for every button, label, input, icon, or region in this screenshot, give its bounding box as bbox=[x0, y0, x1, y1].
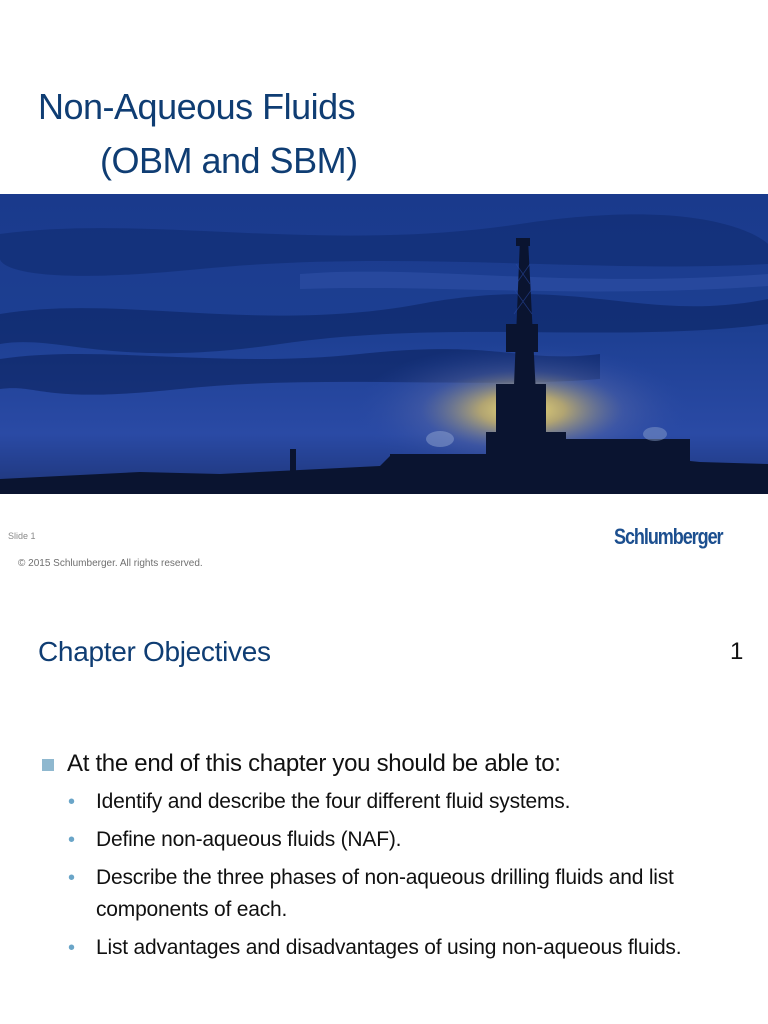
list-item bbox=[40, 932, 740, 964]
list-item bbox=[40, 786, 740, 818]
objectives-list bbox=[40, 786, 740, 964]
slide-title-line1: Non-Aqueous Fluids bbox=[38, 86, 356, 127]
square-bullet-icon bbox=[42, 759, 54, 771]
dot-bullet-icon: • bbox=[68, 829, 75, 851]
objective-text: List advantages and disadvantages of using non-aqueous fluids. bbox=[96, 936, 682, 959]
objective-text: Identify and describe the four different fluid systems. bbox=[96, 790, 571, 813]
chapter-objectives-title: Chapter Objectives bbox=[38, 636, 271, 667]
dot-bullet-icon: • bbox=[68, 791, 75, 813]
drilling-rig-photo bbox=[0, 194, 768, 494]
dot-bullet-icon: • bbox=[68, 867, 75, 889]
copyright-notice: © 2015 Schlumberger. All rights reserved. bbox=[18, 558, 203, 569]
objectives-intro-text: At the end of this chapter you should be able to: bbox=[67, 750, 561, 777]
slide-number-label: Slide 1 bbox=[8, 531, 36, 541]
dot-bullet-icon: • bbox=[68, 937, 75, 959]
objectives-section bbox=[40, 748, 740, 970]
drilling-rig-image bbox=[0, 194, 768, 494]
objectives-intro bbox=[40, 748, 740, 780]
objective-text: Define non-aqueous fluids (NAF). bbox=[96, 828, 402, 851]
page-number: 1 bbox=[730, 638, 744, 665]
list-item bbox=[40, 862, 740, 926]
slide-title-line2: (OBM and SBM) bbox=[100, 140, 358, 181]
objective-text: Describe the three phases of non-aqueous drilling fluids and list components of each. bbox=[96, 866, 674, 921]
list-item bbox=[40, 824, 740, 856]
schlumberger-logo: Schlumberger bbox=[614, 524, 723, 549]
slide-title bbox=[38, 80, 358, 188]
